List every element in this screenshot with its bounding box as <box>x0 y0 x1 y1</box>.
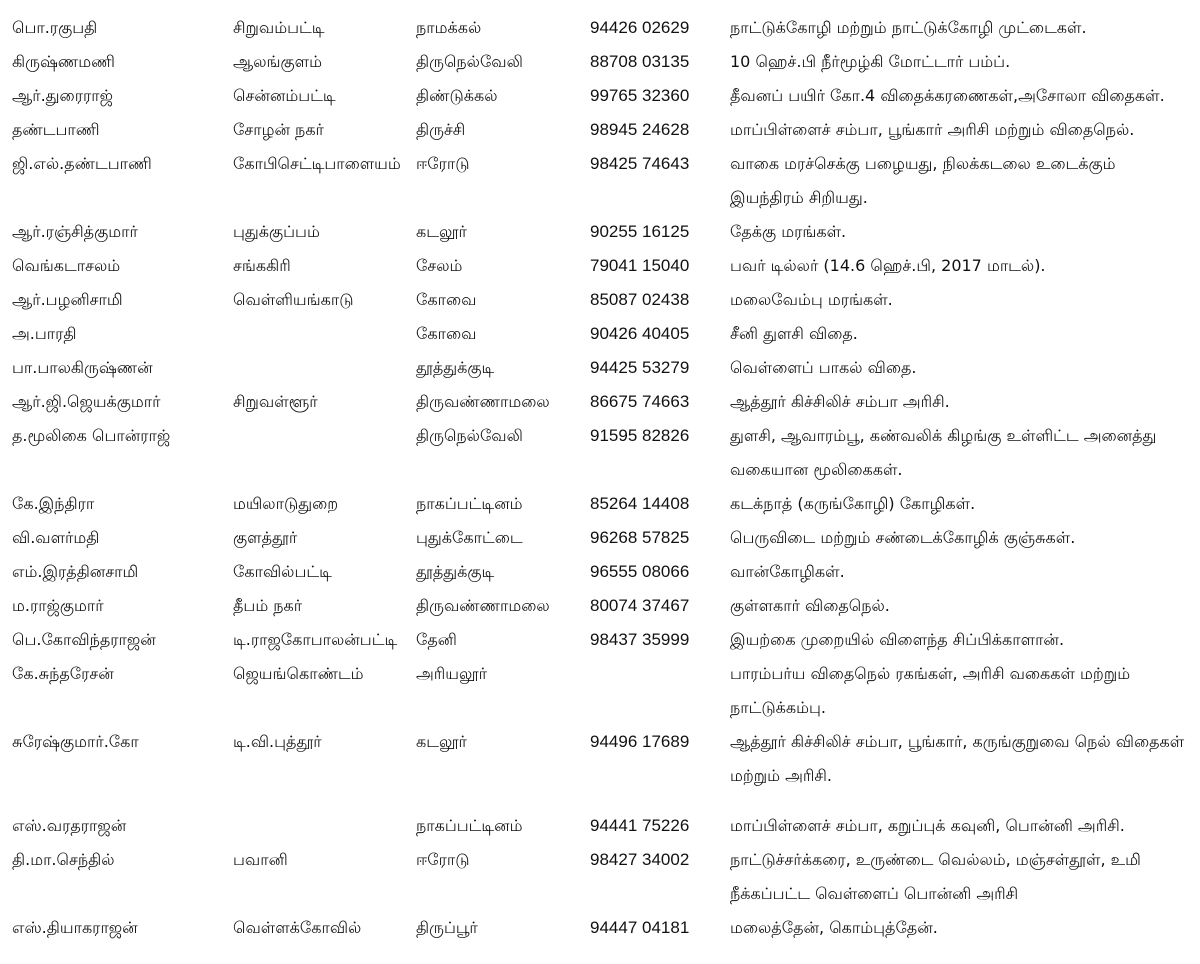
directory-row <box>0 809 1200 843</box>
directory-row <box>0 843 1200 903</box>
seller-phone: 94426 02629 <box>590 18 690 37</box>
seller-name: சுரேஷ்குமார்.கோ <box>12 732 139 751</box>
seller-district: திருப்பூர் <box>416 918 478 937</box>
seller-phone: 85264 14408 <box>590 494 690 513</box>
seller-phone: 94425 53279 <box>590 358 690 377</box>
seller-district: புதுக்கோட்டை <box>416 528 523 547</box>
seller-town: சங்ககிரி <box>233 256 291 275</box>
seller-district: நாமக்கல் <box>416 18 482 37</box>
seller-district: தேனி <box>416 630 457 649</box>
directory-row <box>0 317 1200 351</box>
seller-district: திருவண்ணாமலை <box>416 392 550 411</box>
seller-name: ஆர்.ரஞ்சித்குமார் <box>12 222 138 241</box>
seller-name: கிருஷ்ணமணி <box>12 52 115 71</box>
product-description: மலைத்தேன், கொம்புத்தேன். <box>730 918 938 937</box>
seller-phone: 98437 35999 <box>590 630 690 649</box>
seller-town: குளத்தூர் <box>233 528 298 547</box>
seller-town: வெள்ளியங்காடு <box>233 290 354 309</box>
seller-phone: 88708 03135 <box>590 52 690 71</box>
directory-row <box>0 623 1200 657</box>
seller-name: ஆர்.துரைராஜ் <box>12 86 113 105</box>
seller-district: திண்டுக்கல் <box>416 86 498 105</box>
directory-row <box>0 45 1200 79</box>
seller-phone: 79041 15040 <box>590 256 690 275</box>
seller-district: ஈரோடு <box>416 154 470 173</box>
directory-row <box>0 657 1200 717</box>
seller-town: கோபிசெட்டிபாளையம் <box>233 154 401 173</box>
seller-town: தீபம் நகர் <box>233 596 303 615</box>
seller-name: அ.பாரதி <box>12 324 77 343</box>
seller-town: சென்னம்பட்டி <box>233 86 336 105</box>
seller-name: தி.மா.செந்தில் <box>12 850 115 869</box>
seller-name: பா.பாலகிருஷ்ணன் <box>12 358 153 377</box>
product-description: வெள்ளைப் பாகல் விதை. <box>730 358 917 377</box>
directory-row <box>0 79 1200 113</box>
seller-district: நாகப்பட்டினம் <box>416 494 523 513</box>
seller-town: டி.ராஜகோபாலன்பட்டி <box>233 630 398 649</box>
seller-district: ஈரோடு <box>416 850 470 869</box>
seller-district: கடலூர் <box>416 732 467 751</box>
product-description: 10 ஹெச்.பி நீர்மூழ்கி மோட்டார் பம்ப். <box>730 52 1011 71</box>
product-description: கடக்நாத் (கருங்கோழி) கோழிகள். <box>730 494 976 513</box>
directory-row <box>0 113 1200 147</box>
seller-town: பவானி <box>233 850 288 869</box>
directory-row <box>0 385 1200 419</box>
seller-phone: 94447 04181 <box>590 918 690 937</box>
seller-phone: 90255 16125 <box>590 222 690 241</box>
seller-name: பொ.ரகுபதி <box>12 18 98 37</box>
seller-name: வி.வளர்மதி <box>12 528 100 547</box>
directory-row <box>0 555 1200 589</box>
seller-name: ஆர்.ஜி.ஜெயக்குமார் <box>12 392 161 411</box>
seller-town: வெள்ளக்கோவில் <box>233 918 362 937</box>
directory-row <box>0 215 1200 249</box>
product-description: வான்கோழிகள். <box>730 562 845 581</box>
seller-district: தூத்துக்குடி <box>416 562 495 581</box>
product-description: குள்ளகார் விதைநெல். <box>730 596 890 615</box>
product-description: மலைவேம்பு மரங்கள். <box>730 290 893 309</box>
product-description: மாப்பிள்ளைச் சம்பா, கறுப்புக் கவுனி, பொன்னி அரிசி. <box>730 816 1125 835</box>
seller-phone: 85087 02438 <box>590 290 690 309</box>
seller-district: அரியலூர் <box>416 664 487 683</box>
product-description: ஆத்தூர் கிச்சிலிச் சம்பா, பூங்கார், கருங்குறுவை நெல் விதைகள் மற்றும் அரிசி. <box>730 732 1185 785</box>
seller-district: சேலம் <box>416 256 463 275</box>
seller-phone: 91595 82826 <box>590 426 690 445</box>
seller-district: திருநெல்வேலி <box>416 52 523 71</box>
seller-phone: 99765 32360 <box>590 86 690 105</box>
seller-district: திருநெல்வேலி <box>416 426 523 445</box>
directory-row <box>0 911 1200 945</box>
directory-row <box>0 487 1200 521</box>
directory-row <box>0 521 1200 555</box>
product-description: நாட்டுக்கோழி மற்றும் நாட்டுக்கோழி முட்டைகள். <box>730 18 1087 37</box>
seller-phone: 94496 17689 <box>590 732 690 751</box>
seller-town: ஜெயங்கொண்டம் <box>233 664 364 683</box>
seller-town: ஆலங்குளம் <box>233 52 322 71</box>
seller-phone: 98945 24628 <box>590 120 690 139</box>
directory-row <box>0 419 1200 479</box>
seller-phone: 96268 57825 <box>590 528 690 547</box>
seller-name: வெங்கடாசலம் <box>12 256 121 275</box>
seller-town: சிறுவம்பட்டி <box>233 18 325 37</box>
directory-row <box>0 589 1200 623</box>
product-description: தீவனப் பயிர் கோ.4 விதைக்கரணைகள்,அசோலா விதைகள். <box>730 86 1165 105</box>
directory-row <box>0 283 1200 317</box>
product-description: பாரம்பர்ய விதைநெல் ரகங்கள், அரிசி வகைகள் மற்றும் நாட்டுக்கம்பு. <box>730 664 1131 717</box>
seller-phone: 90426 40405 <box>590 324 690 343</box>
seller-phone: 98427 34002 <box>590 850 690 869</box>
seller-district: கடலூர் <box>416 222 467 241</box>
directory-row <box>0 147 1200 207</box>
seller-name: ஆர்.பழனிசாமி <box>12 290 123 309</box>
seller-name: த.மூலிகை பொன்ராஜ் <box>12 426 171 445</box>
seller-name: பெ.கோவிந்தராஜன் <box>12 630 156 649</box>
seller-town: டி.வி.புத்தூர் <box>233 732 322 751</box>
seller-district: நாகப்பட்டினம் <box>416 816 523 835</box>
seller-phone: 86675 74663 <box>590 392 690 411</box>
product-description: சீனி துளசி விதை. <box>730 324 858 343</box>
seller-name: ஜி.எல்.தண்டபாணி <box>12 154 152 173</box>
seller-town: மயிலாடுதுறை <box>233 494 339 513</box>
directory-row <box>0 11 1200 45</box>
product-description: தேக்கு மரங்கள். <box>730 222 847 241</box>
product-description: வாகை மரச்செக்கு பழையது, நிலக்கடலை உடைக்கும் இயந்திரம் சிறியது. <box>730 154 1116 207</box>
seller-town: புதுக்குப்பம் <box>233 222 320 241</box>
seller-town: சிறுவள்ளூர் <box>233 392 318 411</box>
seller-district: கோவை <box>416 324 477 343</box>
seller-name: எம்.இரத்தினசாமி <box>12 562 139 581</box>
seller-district: தூத்துக்குடி <box>416 358 495 377</box>
product-description: ஆத்தூர் கிச்சிலிச் சம்பா அரிசி. <box>730 392 950 411</box>
seller-town: சோழன் நகர் <box>233 120 324 139</box>
product-description: பவர் டில்லர் (14.6 ஹெச்.பி, 2017 மாடல்). <box>730 256 1046 275</box>
seller-name: ம.ராஜ்குமார் <box>12 596 104 615</box>
product-description: மாப்பிள்ளைச் சம்பா, பூங்கார் அரிசி மற்றும் விதைநெல். <box>730 120 1135 139</box>
seller-name: கே.சுந்தரேசன் <box>12 664 114 683</box>
seller-name: எஸ்.வரதராஜன் <box>12 816 127 835</box>
seller-name: தண்டபாணி <box>12 120 100 139</box>
seller-district: திருவண்ணாமலை <box>416 596 550 615</box>
seller-district: திருச்சி <box>416 120 466 139</box>
seller-phone: 80074 37467 <box>590 596 690 615</box>
seller-town: கோவில்பட்டி <box>233 562 332 581</box>
seller-name: கே.இந்திரா <box>12 494 95 513</box>
product-description: இயற்கை முறையில் விளைந்த சிப்பிக்காளான். <box>730 630 1065 649</box>
seller-name: எஸ்.தியாகராஜன் <box>12 918 138 937</box>
product-description: நாட்டுச்சர்க்கரை, உருண்டை வெல்லம், மஞ்சள்தூள், உமி நீக்கப்பட்ட வெள்ளைப் பொன்னி அரிசி <box>730 850 1141 903</box>
seller-phone: 98425 74643 <box>590 154 690 173</box>
product-description: துளசி, ஆவாரம்பூ, கண்வலிக் கிழங்கு உள்ளிட்ட அனைத்து வகையான மூலிகைகள். <box>730 426 1157 479</box>
directory-row <box>0 249 1200 283</box>
seller-phone: 94441 75226 <box>590 816 690 835</box>
directory-row <box>0 725 1200 785</box>
seller-district: கோவை <box>416 290 477 309</box>
directory-row <box>0 351 1200 385</box>
seller-phone: 96555 08066 <box>590 562 690 581</box>
product-description: பெருவிடை மற்றும் சண்டைக்கோழிக் குஞ்சுகள். <box>730 528 1076 547</box>
